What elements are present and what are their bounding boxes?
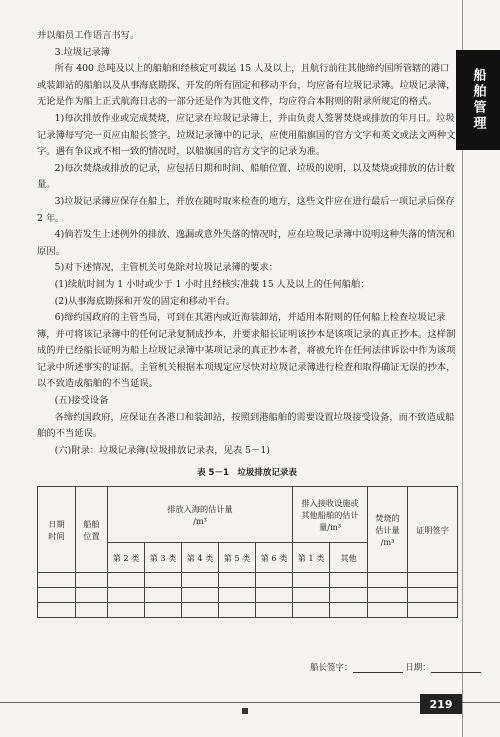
- table-cell: [408, 573, 458, 588]
- master-signature-label: 船长签字：: [310, 663, 353, 673]
- table-cell: [76, 588, 108, 603]
- table-cell: [219, 603, 256, 618]
- table-cell: [293, 603, 330, 618]
- table-row: [38, 588, 458, 603]
- table-cell: [293, 588, 330, 603]
- table-cell: [145, 603, 182, 618]
- paragraph: 5)对下述情况，主管机关可免除对垃圾记录簿的要求：: [54, 262, 279, 274]
- header-category: 第 4 类: [182, 543, 219, 573]
- header-category: 其他: [330, 543, 368, 573]
- table-cell: [256, 573, 293, 588]
- header-category: 第 1 类: [293, 543, 330, 573]
- date-label: 日期：: [405, 663, 431, 673]
- date-blank: [431, 663, 481, 673]
- table-cell: [256, 603, 293, 618]
- table-cell: [76, 573, 108, 588]
- table-cell: [330, 588, 368, 603]
- table-cell: [108, 603, 145, 618]
- master-signature-blank: [353, 663, 403, 673]
- paragraph: 所有 400 总吨及以上的船舶和经核定可载运 15 人及以上，且航行前往其他缔约国所管辖的港口或装卸站的船舶以及从事海底勘探、开发的所有固定和移动平台，均应备有垃圾记录簿。垃圾记录簿，无论是作为船上正式航海日志的一部分还是作为其他文件，均应符合本附则的附录所规定的格式。: [37, 63, 456, 108]
- table-cell: [145, 573, 182, 588]
- table-cell: [368, 573, 408, 588]
- signature-line: [310, 661, 481, 673]
- header-incinerated: 焚烧的 估计量 /m³: [368, 487, 408, 573]
- section-heading: 3.垃圾记录簿: [54, 46, 111, 58]
- header-reception: 排入接收设施或 其他船舶的估计 量/m³: [293, 487, 368, 543]
- header-category: 第 2 类: [108, 543, 145, 573]
- header-category: 第 3 类: [145, 543, 182, 573]
- paragraph: 并以船员工作语言书写。: [37, 30, 140, 41]
- page-content: [37, 28, 457, 618]
- footer-square-icon: [242, 708, 248, 714]
- table-cell: [182, 588, 219, 603]
- paragraph: (六)附录：垃圾记录簿(垃圾排放记录表，见表 5－1): [54, 444, 270, 456]
- paragraph: 2)每次焚烧或排放的记录，应包括日期和时间、船舶位置、垃圾的说明，以及焚烧或排放的估计数量。: [37, 162, 455, 191]
- paragraph: 4)倘若发生上述例外的排放、逸漏或意外失落的情况时，应在垃圾记录簿中说明这种失落的情况和原因。: [37, 229, 455, 257]
- table-cell: [219, 588, 256, 603]
- header-position: 船舶 位置: [76, 487, 108, 573]
- table-cell: [408, 603, 458, 618]
- paragraph: 6)缔约国政府的主管当局，可到在其港内或近海装卸站，并适用本附则的任何船上检查垃圾记录簿，并可将该记录簿中的任何记录复制成抄本，并要求船长证明该抄本是该项记录的真正抄本。这样制成的并已经船长证明为船上垃圾记录簿中某项记录的真正抄本者，将被允许在任何法律诉讼中作为该项记录中所述事实的证据。主管机关根据本项规定应尽快对垃圾记录簿进行检查和取得确证无误的抄本，以不致造成船舶的不当延误。: [37, 312, 456, 390]
- header-datetime: 日期 时间: [38, 487, 76, 573]
- section-heading: (五)接受设备: [54, 395, 109, 407]
- table-cell: [293, 573, 330, 588]
- table-cell: [219, 573, 256, 588]
- table-cell: [330, 573, 368, 588]
- table-cell: [108, 573, 145, 588]
- table-cell: [256, 588, 293, 603]
- table-cell: [182, 603, 219, 618]
- header-signature: 证明签字: [408, 487, 458, 573]
- table-row: [38, 603, 458, 618]
- paragraph: 各缔约国政府，应保证在各港口和装卸站，按照到港船舶的需要设置垃圾接受设备，而不致造成船舶的不当延误。: [37, 411, 455, 440]
- table-cell: [38, 573, 76, 588]
- paragraph: (1)续航时间为 1 小时或少于 1 小时且经核实准载 15 人及以上的任何船舶；: [54, 278, 370, 290]
- table-cell: [38, 588, 76, 603]
- header-category: 第 6 类: [256, 543, 293, 573]
- table-title: 表 5－1 垃圾排放记录表: [197, 468, 297, 479]
- table-cell: [108, 588, 145, 603]
- table-cell: [330, 603, 368, 618]
- paragraph: 1)每次排放作业或完成焚烧，应记录在垃圾记录簿上，并由负责人签署焚烧或排放的年月日。垃圾记录簿每写完一页应由船长签字。垃圾记录簿中的记录，应使用船旗国的官方文字和英文或法文两种文字。遇有争议或不相一致的情况时，以船旗国的官方文字的记录为准。: [37, 112, 456, 158]
- table-cell: [368, 588, 408, 603]
- table-cell: [145, 588, 182, 603]
- table-row: [38, 573, 458, 588]
- table-cell: [408, 588, 458, 603]
- page-number: 219: [420, 694, 462, 714]
- header-sea-discharge: 排放入海的估计量 /m³: [108, 487, 293, 543]
- table-cell: [76, 603, 108, 618]
- header-category: 第 5 类: [219, 543, 256, 573]
- table-cell: [368, 603, 408, 618]
- chapter-tab: 船舶管理: [456, 50, 500, 150]
- table-cell: [38, 603, 76, 618]
- paragraph: 3)垃圾记录簿应保存在船上，并放在随时取来检查的地方，这些文件应在进行最后一项记录后保存 2 年。: [37, 195, 455, 224]
- paragraph: (2)从事海底勘探和开发的固定和移动平台。: [54, 295, 236, 307]
- table-cell: [182, 573, 219, 588]
- garbage-record-table: [37, 486, 458, 618]
